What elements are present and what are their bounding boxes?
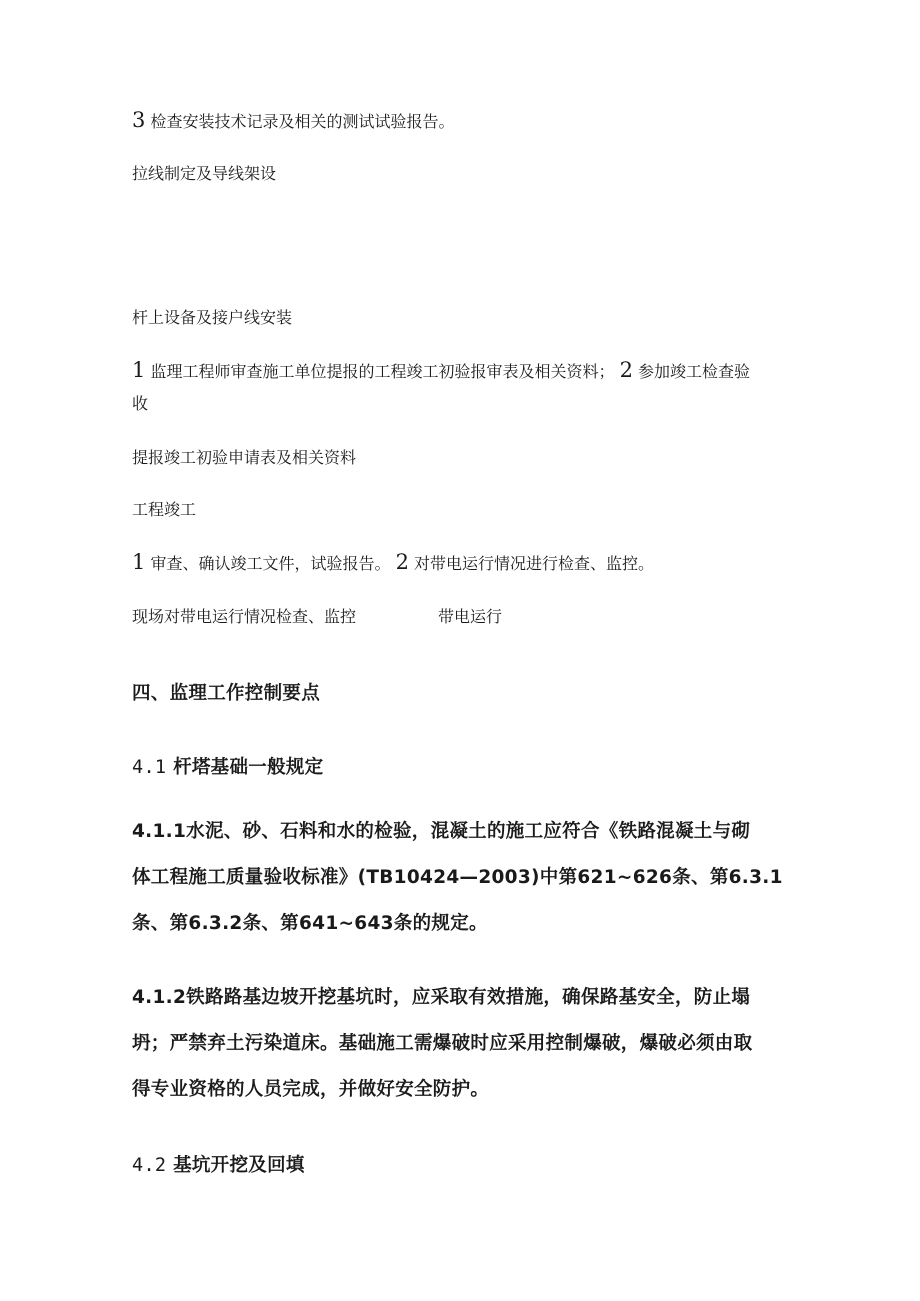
section-title: 杆塔基础一般规定 — [173, 757, 324, 778]
text-line-continuation: 收 — [132, 394, 149, 413]
list-text: 检查安装技术记录及相关的测试试验报告。 — [150, 112, 455, 131]
list-text: 监理工程师审查施工单位提报的工程竣工初验报审表及相关资料； — [150, 362, 615, 381]
list-number: 1 — [132, 550, 146, 574]
list-number: 3 — [132, 108, 146, 132]
text-line-pole-equipment: 杆上设备及接户线安装 — [132, 308, 293, 327]
paragraph-4-1-1-line-1: 4.1.1水泥、砂、石料和水的检验，混凝土的施工应符合《铁路混凝土与砌 — [132, 821, 751, 842]
list-number: 2 — [395, 550, 409, 574]
paragraph-4-1-2-line-2: 坍；严禁弃土污染道床。基础施工需爆破时应采用控制爆破，爆破必须由取 — [132, 1033, 753, 1054]
text-line-project-completion: 工程竣工 — [132, 500, 197, 519]
list-number: 1 — [132, 358, 146, 382]
paragraph-4-1-1-line-3: 条、第6.3.2条、第641~643条的规定。 — [132, 913, 488, 934]
text-line-review-documents — [132, 550, 654, 576]
paragraph-4-1-2-line-3: 得专业资格的人员完成，并做好安全防护。 — [132, 1079, 490, 1100]
section-number: 4.2 — [132, 1155, 167, 1176]
list-number: 2 — [619, 358, 633, 382]
section-heading-4: 四、监理工作控制要点 — [132, 683, 321, 704]
subsection-heading-4-1 — [132, 754, 323, 782]
list-text: 对带电运行情况进行检查、监控。 — [414, 554, 655, 573]
list-text: 参加竣工检查验 — [638, 362, 751, 381]
paragraph-4-1-1-line-2: 体工程施工质量验收标准》(TB10424—2003)中第621~626条、第6.3.1 — [132, 867, 783, 888]
section-title: 基坑开挖及回填 — [173, 1155, 305, 1176]
text-line-guy-wire: 拉线制定及导线架设 — [132, 164, 277, 183]
subsection-heading-4-2 — [132, 1152, 305, 1180]
text-line-inspection-records — [132, 108, 454, 134]
text-line-supervisor-review — [132, 358, 750, 384]
text-line-site-monitoring: 现场对带电运行情况检查、监控 — [132, 607, 357, 626]
text-line-submit-application: 提报竣工初验申请表及相关资料 — [132, 448, 357, 467]
list-text: 审查、确认竣工文件，试验报告。 — [150, 554, 391, 573]
section-number: 4.1 — [132, 757, 167, 778]
paragraph-4-1-2-line-1: 4.1.2铁路路基边坡开挖基坑时，应采取有效措施，确保路基安全，防止塌 — [132, 987, 751, 1008]
text-line-live-operation: 带电运行 — [438, 607, 503, 626]
